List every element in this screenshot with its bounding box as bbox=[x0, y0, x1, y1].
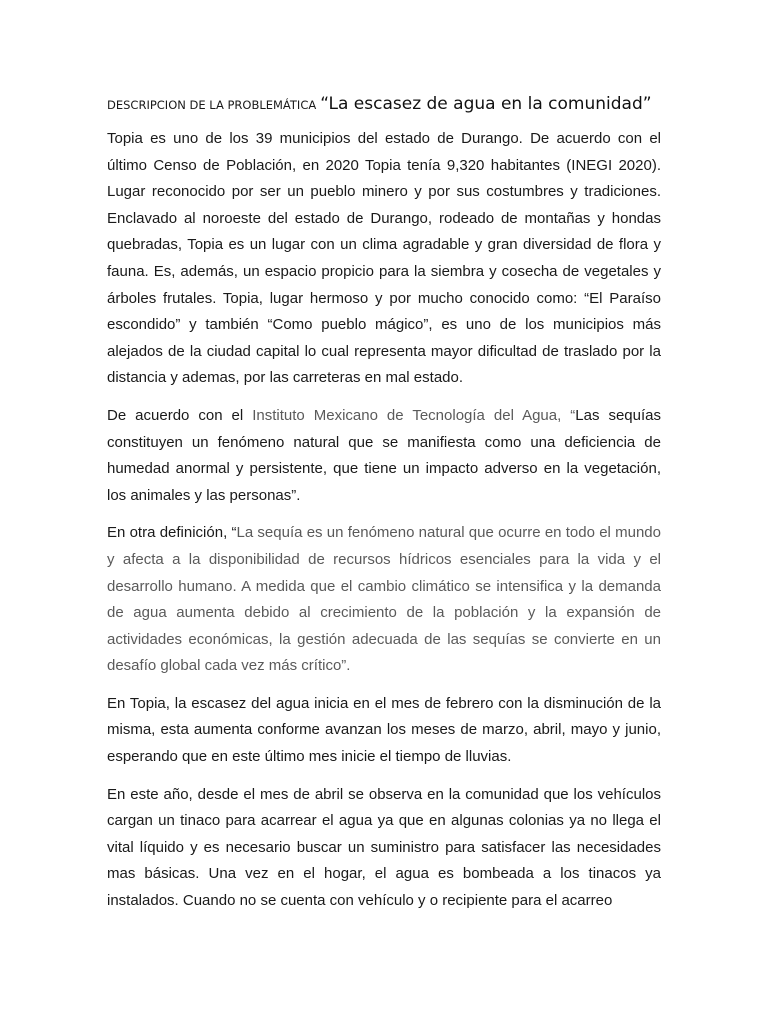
paragraph-imta-quote: Las sequías constituyen un fenómeno natural que se manifiesta como una deficiencia de humedad anormal y persistente, que tiene un impacto adverso en la vegetación, los animales y las personas”. bbox=[107, 406, 661, 504]
paragraph-intro-topia: Topia es uno de los 39 municipios del estado de Durango. De acuerdo con el último Censo de Población, en 2020 Topia tenía 9,320 habitantes (INEGI 2020). Lugar reconocido por ser un pueblo minero y por sus costumbres y tradiciones. Enclavado al noroeste del estado de Durango, rodeado de montañas y hondas quebradas, Topia es un lugar con un clima agradable y gran diversidad de flora y fauna. Es, además, un espacio propicio para la siembra y cosecha de vegetales y árboles frutales. Topia, lugar hermoso y por mucho conocido como: “El Paraíso escondido” y también “Como pueblo mágico”, es uno de los municipios más alejados de la ciudad capital lo cual representa mayor dificultad de traslado por la distancia y ademas, por las carreteras en mal estado. bbox=[107, 130, 661, 387]
paragraph-imta-intro: De acuerdo con el bbox=[107, 406, 253, 424]
paragraph-other-intro: En otra definición, “ bbox=[107, 524, 237, 542]
paragraph-this-year: En este año, desde el mes de abril se observa en la comunidad que los vehículos cargan un tinaco para acarrear el agua ya que en algunas colonias ya no llega el vital líquido y es necesario buscar un suministro para satisfacer las necesidades mas básicas. Una vez en el hogar, el agua es bombeada a los tinacos ya instalados. Cuando no se cuenta con vehículo y o recipiente para el acarreo bbox=[107, 785, 661, 910]
paragraph-imta-source: Instituto Mexicano de Tecnología del Agua, “ bbox=[252, 406, 576, 424]
paragraph-other-definition bbox=[107, 520, 661, 680]
paragraph-imta-definition bbox=[107, 403, 661, 509]
paragraph-topia-scarcity: En Topia, la escasez del agua inicia en el mes de febrero con la disminución de la misma, esta aumenta conforme avanzan los meses de marzo, abril, mayo y junio, esperando que en este último mes inicie el tiempo de lluvias. bbox=[107, 694, 661, 766]
document-body bbox=[107, 92, 661, 926]
heading-title: “La escasez de agua en la comunidad” bbox=[320, 94, 652, 114]
heading bbox=[107, 92, 661, 117]
paragraph-other-quote: La sequía es un fenómeno natural que ocurre en todo el mundo y afecta a la disponibilidad de recursos hídricos esenciales para la vida y el desarrollo humano. A medida que el cambio climático se intensifica y la demanda de agua aumenta debido al crecimiento de la población y la expansión de actividades económicas, la gestión adecuada de las sequías se convierte en un desafío global cada vez más crítico”. bbox=[107, 524, 661, 675]
heading-label: DESCRIPCION DE LA PROBLEMÁTICA bbox=[107, 98, 317, 112]
